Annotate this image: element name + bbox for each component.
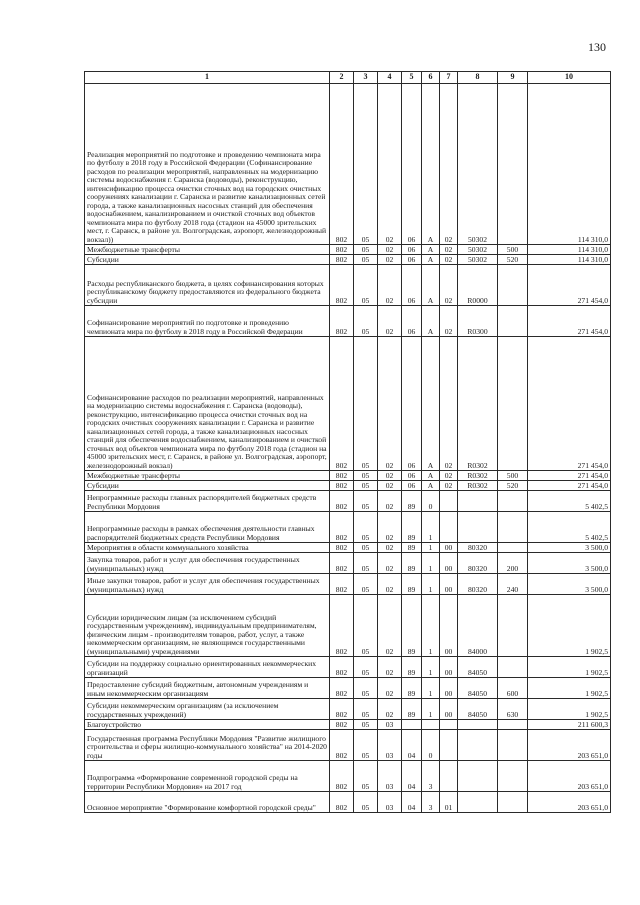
cell-expense-type: 600: [498, 678, 528, 699]
cell-amount: 271 454,0: [528, 471, 611, 481]
cell-direction: R0302: [458, 471, 498, 481]
cell-section: 05: [354, 553, 378, 574]
cell-description: Государственная программа Республики Мордовия "Развитие жилищного строительства и сферы жилищно-коммунального хозяйства" на 2014-2020 годы: [85, 730, 330, 761]
cell-description: Субсидии на поддержку социально ориентированных некоммерческих организаций: [85, 657, 330, 678]
cell-direction: [458, 792, 498, 813]
cell-admin-code: 802: [330, 720, 354, 730]
cell-admin-code: 802: [330, 553, 354, 574]
cell-program: 89: [402, 543, 422, 553]
cell-direction: 50302: [458, 245, 498, 255]
cell-program: 89: [402, 595, 422, 657]
column-header-7: 7: [440, 72, 458, 84]
table-row: [85, 471, 611, 481]
cell-expense-type: 240: [498, 574, 528, 595]
cell-amount: 5 402,5: [528, 512, 611, 543]
cell-program: 06: [402, 471, 422, 481]
cell-direction: 50302: [458, 84, 498, 245]
cell-subprogram: А: [422, 481, 440, 491]
cell-admin-code: 802: [330, 595, 354, 657]
table-row: [85, 761, 611, 792]
cell-program: 89: [402, 512, 422, 543]
cell-admin-code: 802: [330, 574, 354, 595]
cell-subprogram: 0: [422, 491, 440, 512]
cell-section: 05: [354, 265, 378, 306]
budget-table: [84, 71, 611, 813]
cell-description: Благоустройство: [85, 720, 330, 730]
cell-expense-type: 500: [498, 471, 528, 481]
cell-direction: R0302: [458, 481, 498, 491]
table-row: [85, 245, 611, 255]
cell-program: 04: [402, 761, 422, 792]
cell-direction: [458, 761, 498, 792]
table-row: [85, 720, 611, 730]
cell-description: Субсидии юридическим лицам (за исключением субсидий государственным учреждениям), индивидуальным предпринимателям, физическим лицам - производителям товаров, работ, услуг, а также некоммерческим организациям, не являющимся государственными (муниципальными) учреждениями: [85, 595, 330, 657]
table-row: [85, 255, 611, 265]
cell-direction: 80320: [458, 553, 498, 574]
column-header-1: 1: [85, 72, 330, 84]
cell-expense-type: [498, 491, 528, 512]
cell-subsection: 02: [378, 491, 402, 512]
cell-description: Реализация мероприятий по подготовке и проведению чемпионата мира по футболу в 2018 году в Российской Федерации (Софинансирование расходов по реализации мероприятий, направленных на модернизацию системы водоснабжения г. Саранска (водоводы), реконструкцию, интенсификацию процесса очистки сточных вод на городских очистных сооружениях канализации г. Саранска и развитие канализационных сетей города, а также канализационных насосных станций для обеспечения водоснабжением, канализированием и очисткой сточных вод объектов чемпионата мира по футболу 2018 года (стадион на 45000 зрительских мест, г. Саранск, в районе ул. Волгоградская, аэропорт, железнодорожный вокзал)): [85, 84, 330, 245]
cell-section: 05: [354, 720, 378, 730]
table-row: [85, 657, 611, 678]
cell-section: 05: [354, 84, 378, 245]
cell-description: Иные закупки товаров, работ и услуг для обеспечения государственных (муниципальных) нужд: [85, 574, 330, 595]
cell-section: 05: [354, 574, 378, 595]
cell-section: 05: [354, 255, 378, 265]
table-row: [85, 699, 611, 720]
cell-expense-type: [498, 265, 528, 306]
cell-section: 05: [354, 678, 378, 699]
cell-subprogram: 0: [422, 730, 440, 761]
cell-program: 89: [402, 574, 422, 595]
cell-program: 06: [402, 255, 422, 265]
cell-amount: 5 402,5: [528, 491, 611, 512]
cell-admin-code: 802: [330, 730, 354, 761]
cell-program: 04: [402, 730, 422, 761]
cell-direction: [458, 512, 498, 543]
cell-subprogram: А: [422, 337, 440, 471]
table-row: [85, 574, 611, 595]
cell-amount: 203 651,0: [528, 730, 611, 761]
cell-subsection: 02: [378, 595, 402, 657]
cell-event: 02: [440, 84, 458, 245]
cell-section: 05: [354, 543, 378, 553]
cell-admin-code: 802: [330, 512, 354, 543]
cell-amount: 271 454,0: [528, 265, 611, 306]
cell-amount: 271 454,0: [528, 337, 611, 471]
cell-expense-type: 520: [498, 481, 528, 491]
column-header-8: 8: [458, 72, 498, 84]
cell-program: 89: [402, 491, 422, 512]
cell-event: [440, 730, 458, 761]
cell-amount: 1 902,5: [528, 657, 611, 678]
column-header-6: 6: [422, 72, 440, 84]
table-row: [85, 491, 611, 512]
cell-admin-code: 802: [330, 657, 354, 678]
cell-program: [402, 720, 422, 730]
cell-subprogram: 1: [422, 574, 440, 595]
cell-direction: 84000: [458, 595, 498, 657]
cell-program: 89: [402, 657, 422, 678]
cell-section: 05: [354, 306, 378, 337]
cell-expense-type: [498, 720, 528, 730]
page-number: 130: [588, 40, 606, 54]
cell-subprogram: А: [422, 265, 440, 306]
cell-expense-type: [498, 306, 528, 337]
table-header-row: [85, 72, 611, 84]
cell-admin-code: 802: [330, 245, 354, 255]
cell-section: 05: [354, 512, 378, 543]
cell-direction: [458, 730, 498, 761]
cell-description: Подпрограмма «Формирование современной городской среды на территории Республики Мордовия» на 2017 год: [85, 761, 330, 792]
cell-section: 05: [354, 481, 378, 491]
cell-direction: 84050: [458, 678, 498, 699]
cell-expense-type: [498, 595, 528, 657]
cell-program: 06: [402, 265, 422, 306]
cell-event: 02: [440, 481, 458, 491]
cell-section: 05: [354, 491, 378, 512]
cell-section: 05: [354, 730, 378, 761]
cell-subsection: 02: [378, 543, 402, 553]
cell-amount: 203 651,0: [528, 792, 611, 813]
cell-amount: 1 902,5: [528, 678, 611, 699]
table-row: [85, 306, 611, 337]
column-header-5: 5: [402, 72, 422, 84]
cell-description: Основное мероприятие "Формирование комфортной городской среды": [85, 792, 330, 813]
table-row: [85, 337, 611, 471]
cell-subsection: 02: [378, 255, 402, 265]
cell-event: 02: [440, 471, 458, 481]
cell-section: 05: [354, 337, 378, 471]
cell-amount: 271 454,0: [528, 481, 611, 491]
cell-admin-code: 802: [330, 306, 354, 337]
cell-direction: R0302: [458, 337, 498, 471]
cell-event: [440, 720, 458, 730]
cell-program: 06: [402, 84, 422, 245]
cell-event: 00: [440, 678, 458, 699]
cell-event: [440, 512, 458, 543]
cell-description: Субсидии: [85, 255, 330, 265]
column-header-2: 2: [330, 72, 354, 84]
table-row: [85, 481, 611, 491]
cell-subprogram: 1: [422, 678, 440, 699]
cell-section: 05: [354, 699, 378, 720]
cell-amount: 3 500,0: [528, 543, 611, 553]
table-row: [85, 543, 611, 553]
cell-expense-type: [498, 730, 528, 761]
cell-subsection: 02: [378, 553, 402, 574]
cell-program: 06: [402, 481, 422, 491]
table-row: [85, 730, 611, 761]
cell-event: 02: [440, 337, 458, 471]
cell-subprogram: 3: [422, 792, 440, 813]
cell-subsection: 02: [378, 245, 402, 255]
cell-subsection: 02: [378, 337, 402, 471]
cell-amount: 1 902,5: [528, 699, 611, 720]
cell-expense-type: [498, 337, 528, 471]
cell-program: 06: [402, 337, 422, 471]
cell-subprogram: 1: [422, 595, 440, 657]
cell-subprogram: А: [422, 471, 440, 481]
cell-subsection: 02: [378, 84, 402, 245]
table-body: [85, 84, 611, 813]
cell-subprogram: А: [422, 255, 440, 265]
table-row: [85, 512, 611, 543]
cell-amount: 271 454,0: [528, 306, 611, 337]
cell-admin-code: 802: [330, 84, 354, 245]
cell-admin-code: 802: [330, 543, 354, 553]
table-row: [85, 553, 611, 574]
cell-admin-code: 802: [330, 337, 354, 471]
cell-subsection: 02: [378, 306, 402, 337]
cell-subsection: 03: [378, 730, 402, 761]
cell-amount: 203 651,0: [528, 761, 611, 792]
cell-event: 02: [440, 306, 458, 337]
cell-admin-code: 802: [330, 471, 354, 481]
cell-description: Расходы республиканского бюджета, в целях софинансирования которых республиканскому бюджету предоставляются из федерального бюджета субсидии: [85, 265, 330, 306]
cell-admin-code: 802: [330, 491, 354, 512]
cell-subprogram: 3: [422, 761, 440, 792]
cell-direction: 80320: [458, 574, 498, 595]
cell-event: 00: [440, 543, 458, 553]
cell-description: Межбюджетные трансферты: [85, 245, 330, 255]
cell-section: 05: [354, 245, 378, 255]
cell-event: 02: [440, 245, 458, 255]
cell-expense-type: [498, 657, 528, 678]
cell-event: 00: [440, 574, 458, 595]
cell-section: 05: [354, 792, 378, 813]
cell-subsection: 03: [378, 720, 402, 730]
cell-description: Межбюджетные трансферты: [85, 471, 330, 481]
cell-direction: 84050: [458, 699, 498, 720]
cell-subsection: 02: [378, 471, 402, 481]
cell-subsection: 02: [378, 574, 402, 595]
cell-program: 06: [402, 306, 422, 337]
cell-direction: 84050: [458, 657, 498, 678]
cell-subsection: 03: [378, 792, 402, 813]
table-row: [85, 595, 611, 657]
cell-amount: 1 902,5: [528, 595, 611, 657]
cell-program: 06: [402, 245, 422, 255]
table-row: [85, 678, 611, 699]
cell-subprogram: А: [422, 245, 440, 255]
cell-subprogram: 1: [422, 543, 440, 553]
cell-subsection: 02: [378, 678, 402, 699]
cell-subprogram: 1: [422, 553, 440, 574]
cell-subprogram: А: [422, 84, 440, 245]
table-row: [85, 84, 611, 245]
cell-section: 05: [354, 471, 378, 481]
cell-admin-code: 802: [330, 699, 354, 720]
cell-expense-type: 630: [498, 699, 528, 720]
cell-expense-type: 520: [498, 255, 528, 265]
cell-direction: R0300: [458, 306, 498, 337]
cell-section: 05: [354, 657, 378, 678]
cell-amount: 211 600,3: [528, 720, 611, 730]
cell-description: Непрограммные расходы в рамках обеспечения деятельности главных распорядителей бюджетных средств Республики Мордовия: [85, 512, 330, 543]
cell-amount: 3 500,0: [528, 553, 611, 574]
cell-subsection: 02: [378, 265, 402, 306]
cell-expense-type: 500: [498, 245, 528, 255]
cell-amount: 114 310,0: [528, 245, 611, 255]
cell-expense-type: [498, 543, 528, 553]
cell-direction: [458, 491, 498, 512]
cell-event: 00: [440, 657, 458, 678]
cell-subsection: 02: [378, 512, 402, 543]
cell-expense-type: [498, 512, 528, 543]
cell-admin-code: 802: [330, 761, 354, 792]
cell-program: 89: [402, 699, 422, 720]
cell-expense-type: [498, 761, 528, 792]
column-header-9: 9: [498, 72, 528, 84]
cell-subprogram: [422, 720, 440, 730]
cell-description: Мероприятия в области коммунального хозяйства: [85, 543, 330, 553]
cell-direction: [458, 720, 498, 730]
cell-admin-code: 802: [330, 255, 354, 265]
cell-event: 01: [440, 792, 458, 813]
cell-program: 89: [402, 678, 422, 699]
cell-event: 00: [440, 699, 458, 720]
cell-description: Непрограммные расходы главных распорядителей бюджетных средств Республики Мордовия: [85, 491, 330, 512]
column-header-4: 4: [378, 72, 402, 84]
cell-direction: R0000: [458, 265, 498, 306]
cell-admin-code: 802: [330, 481, 354, 491]
cell-section: 05: [354, 595, 378, 657]
cell-expense-type: [498, 792, 528, 813]
cell-subprogram: 1: [422, 699, 440, 720]
cell-description: Закупка товаров, работ и услуг для обеспечения государственных (муниципальных) нужд: [85, 553, 330, 574]
cell-amount: 114 310,0: [528, 255, 611, 265]
cell-description: Софинансирование расходов по реализации мероприятий, направленных на модернизацию системы водоснабжения г. Саранска (водоводы), реконструкцию, интенсификацию процесса очистки сточных вод на городских очистных сооружениях канализации г. Саранска и развитие канализационных сетей города, а также канализационных насосных станций для обеспечения водоснабжением, канализированием и очисткой сточных вод объектов чемпионата мира по футболу 2018 года (стадион на 45000 зрительских мест, г. Саранск, в районе ул. Волгоградская, аэропорт, железнодорожный вокзал): [85, 337, 330, 471]
cell-event: 00: [440, 595, 458, 657]
cell-admin-code: 802: [330, 792, 354, 813]
cell-subsection: 03: [378, 761, 402, 792]
cell-subsection: 02: [378, 481, 402, 491]
cell-subsection: 02: [378, 699, 402, 720]
cell-section: 05: [354, 761, 378, 792]
cell-direction: 80320: [458, 543, 498, 553]
cell-event: 02: [440, 255, 458, 265]
cell-direction: 50302: [458, 255, 498, 265]
cell-description: Предоставление субсидий бюджетным, автономным учреждениям и иным некоммерческим организациям: [85, 678, 330, 699]
cell-expense-type: [498, 84, 528, 245]
cell-description: Субсидии: [85, 481, 330, 491]
table-row: [85, 265, 611, 306]
cell-amount: 114 310,0: [528, 84, 611, 245]
cell-expense-type: 200: [498, 553, 528, 574]
cell-subprogram: 1: [422, 512, 440, 543]
cell-description: Софинансирование мероприятий по подготовке и проведению чемпионата мира по футболу в 2018 году в Российской Федерации: [85, 306, 330, 337]
cell-subsection: 02: [378, 657, 402, 678]
cell-admin-code: 802: [330, 265, 354, 306]
cell-event: 00: [440, 553, 458, 574]
cell-program: 04: [402, 792, 422, 813]
table-row: [85, 792, 611, 813]
cell-subprogram: А: [422, 306, 440, 337]
cell-amount: 3 500,0: [528, 574, 611, 595]
cell-event: 02: [440, 265, 458, 306]
cell-subprogram: 1: [422, 657, 440, 678]
column-header-10: 10: [528, 72, 611, 84]
cell-admin-code: 802: [330, 678, 354, 699]
cell-description: Субсидии некоммерческим организациям (за исключением государственных учреждений): [85, 699, 330, 720]
cell-event: [440, 761, 458, 792]
cell-program: 89: [402, 553, 422, 574]
cell-event: [440, 491, 458, 512]
column-header-3: 3: [354, 72, 378, 84]
